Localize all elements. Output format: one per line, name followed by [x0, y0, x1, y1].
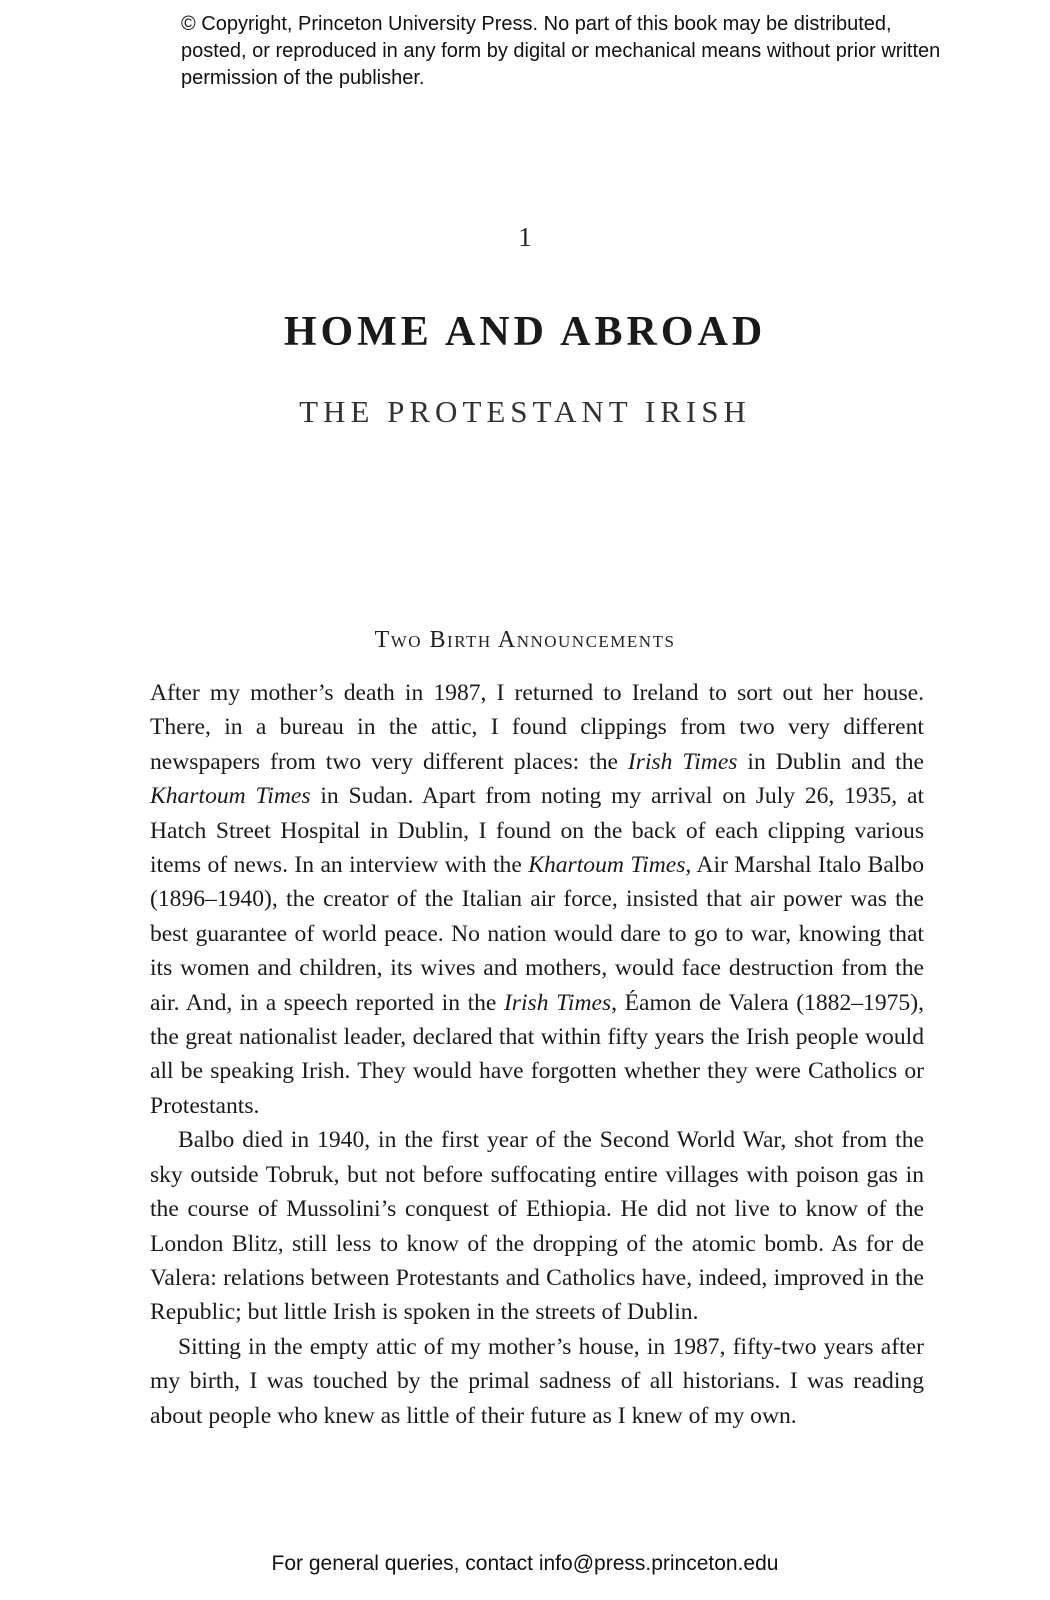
newspaper-title: Khartoum Times	[150, 783, 311, 810]
copyright-notice: © Copyright, Princeton University Press. No part of this book may be distributed, posted, or reproduced in any form by digital or mechanical means without prior written permission of the publisher.	[181, 13, 941, 89]
paragraph-1	[150, 676, 924, 1123]
paragraph-1-text: in Dublin and the	[737, 748, 924, 775]
paragraph-1-text: in Sudan. Apart from noting my arrival on July 26, 1935, at Hatch Street Hospital in Dublin, I found on the back of each clipping various items of news. In an interview with the	[150, 783, 925, 879]
footer-contact: For general queries, contact info@press.princeton.edu	[271, 1552, 779, 1575]
paragraph-3: Sitting in the empty attic of my mother’s house, in 1987, fifty-two years after my birth, I was touched by the primal sadness of all historians. I was reading about people who knew as little of their future as I knew of my own.	[150, 1333, 924, 1429]
chapter-number: 1	[518, 222, 532, 252]
chapter-title: HOME AND ABROAD	[283, 309, 767, 355]
paragraph-1-text: , Air Marshal Italo Balbo (1896–1940), the creator of the Italian air force, insisted that air power was the best guarantee of world peace. No nation would dare to go to war, knowing that its women and children, its wives and mothers, would face destruction from the air. And, in a speech reported in the	[150, 852, 924, 1016]
paragraph-2: Balbo died in 1940, in the first year of the Second World War, shot from the sky outside Tobruk, but not before suffocating entire villages with poison gas in the course of Mussolini’s conquest of Ethiopia. He did not live to know of the London Blitz, still less to know of the dropping of the atomic bomb. As for de Valera: relations between Protestants and Catholics have, indeed, improved in the Republic; but little Irish is spoken in the streets of Dublin.	[150, 1127, 924, 1326]
body-text	[150, 676, 924, 1433]
section-heading: Two Birth Announcements	[374, 627, 676, 653]
chapter-subtitle: THE PROTESTANT IRISH	[299, 394, 751, 429]
newspaper-title: Irish Times	[627, 748, 738, 775]
paragraph-1-text: , Éamon de Valera (1882–1975), the great nationalist leader, declared that within fifty years the Irish people would all be speaking Irish. They would have forgotten whether they were Catholics or Protestants.	[150, 989, 924, 1119]
newspaper-title: Khartoum Times	[528, 852, 686, 879]
newspaper-title: Irish Times	[503, 989, 612, 1016]
paragraph-1-text: After my mother’s death in 1987, I returned to Ireland to sort out her house. There, in a bureau in the attic, I found clippings from two very different newspapers from two very different places: the	[150, 680, 924, 775]
